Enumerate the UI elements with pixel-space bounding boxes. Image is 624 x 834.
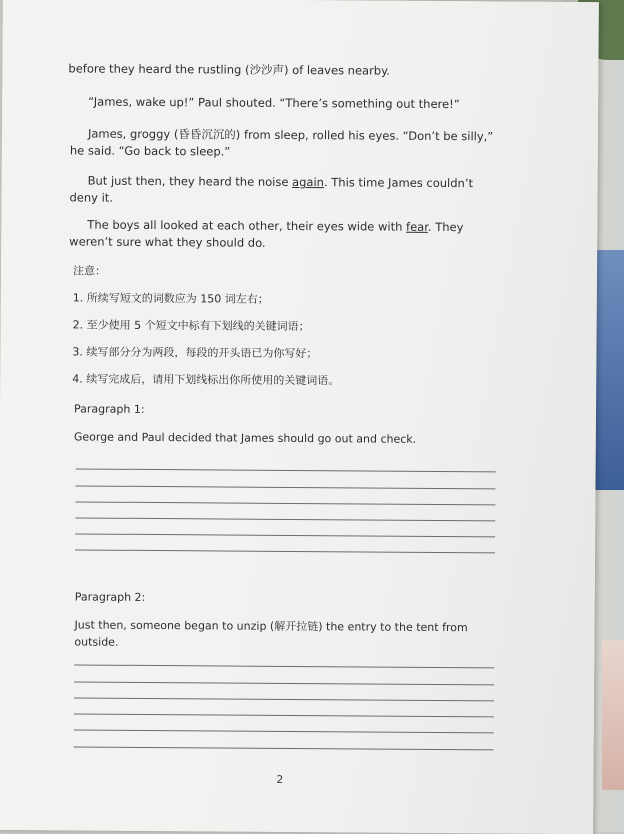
writing-line[interactable] (74, 713, 494, 717)
page-number: 2 (276, 773, 284, 786)
writing-line[interactable] (75, 549, 495, 553)
writing-line[interactable] (75, 517, 495, 521)
paragraph-2-label: Paragraph 2: (74, 590, 146, 604)
paragraph-2-opening: Just then, someone began to unzip (解开拉链) the entry to the tent from outside. (74, 618, 468, 649)
writing-line[interactable] (74, 729, 494, 733)
note-item-3: 3. 续写部分分为两段，每段的开头语已为你写好； (72, 345, 318, 361)
note-item-2: 2. 至少使用 5 个短文中标有下划线的关键词语； (72, 318, 310, 334)
writing-line[interactable] (75, 533, 495, 537)
note-item-1: 1. 所续写短文的词数应为 150 词左右； (72, 291, 269, 306)
writing-line[interactable] (74, 746, 494, 750)
writing-line[interactable] (76, 468, 496, 472)
note-item-4: 4. 续写完成后，请用下划线标出你所使用的关键词语。 (72, 372, 340, 388)
story-paragraph-1: “James, wake up!” Paul shouted. “There’s something out there!” (88, 94, 460, 112)
notes-heading: 注意： (72, 264, 107, 278)
paragraph-1-label: Paragraph 1: (73, 402, 145, 416)
keyword-fear: fear (406, 219, 428, 234)
keyword-again: again (292, 174, 325, 190)
writing-line[interactable] (74, 681, 494, 685)
story-paragraph-4: The boys all looked at each other, their eyes wide with fear. They weren’t sure what they should do. (69, 217, 464, 250)
background-red-book (602, 640, 624, 790)
writing-line[interactable] (75, 501, 495, 505)
story-line-0: before they heard the rustling (沙沙声) of leaves nearby. (68, 61, 391, 78)
story-paragraph-2: James, groggy (昏昏沉沉的) from sleep, rolled his eyes. “Don’t be silly,” he said. “Go back to sleep.” (69, 126, 494, 159)
writing-line[interactable] (76, 485, 496, 489)
writing-line[interactable] (74, 664, 494, 668)
writing-line[interactable] (74, 697, 494, 701)
paragraph-1-opening: George and Paul decided that James should go out and check. (73, 430, 417, 446)
story-paragraph-3: But just then, they heard the noise again. This time James couldn’t deny it. (69, 173, 474, 205)
